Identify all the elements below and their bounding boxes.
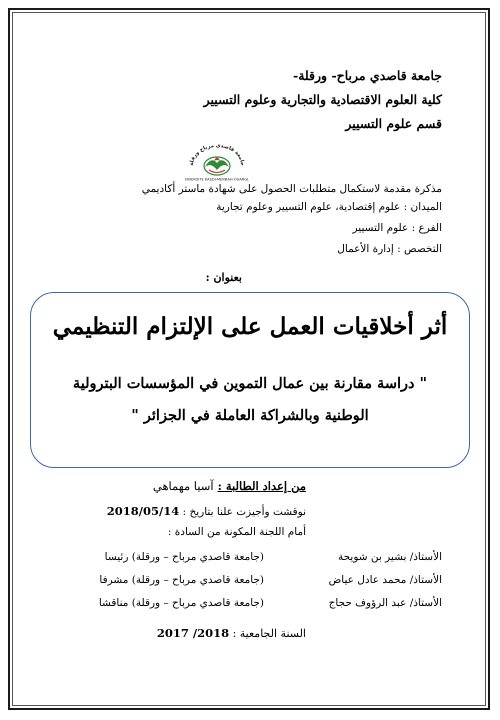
academic-year-value: 2018/ 2017 (156, 626, 230, 640)
thesis-title: أثر أخلاقيات العمل على الإلتزام التنظيمي (52, 313, 448, 340)
university-name: جامعة قاصدي مرباح- ورقلة- (293, 68, 442, 83)
thesis-subtitle-line1: " دراسة مقارنة بين عمال التموين في المؤسسات البترولية (72, 375, 428, 392)
thesis-branch: الفرع : علوم التسيير (352, 222, 442, 234)
academic-year-line (157, 626, 306, 640)
thesis-specialty: التخصص : إدارة الأعمال (337, 243, 442, 255)
author-label: من إعداد الطالبة : (217, 479, 306, 493)
department-name: قسم علوم التسيير (345, 116, 442, 131)
defense-date: 2018/05/14 (106, 504, 180, 518)
logo-latin-text: UNIVERSITE KASDI-MERBAH-OUARGLA (185, 177, 249, 182)
committee-member-2-role: (جامعة قاصدي مرباح – ورقلة) مشرفا (99, 574, 264, 586)
thesis-subtitle-line2: الوطنية وبالشراكة العاملة في الجزائر " (131, 407, 369, 424)
committee-member-1-role: (جامعة قاصدي مرباح – ورقلة) رئيسا (104, 551, 264, 563)
committee-member-2-name: الأستاذ/ محمد عادل عياض (328, 574, 442, 586)
faculty-name: كلية العلوم الاقتصادية والتجارية وعلوم التسيير (203, 92, 442, 107)
title-box (30, 292, 470, 468)
author-line (153, 479, 306, 493)
defense-text: نوقشت وأجيزت علنا بتاريخ : (182, 506, 306, 518)
university-logo (185, 141, 249, 183)
title-label: بعنوان : (205, 271, 242, 284)
logo-arabic-text: جامعة قاصدي مرباح ورقلة (188, 142, 246, 167)
defense-line (107, 504, 306, 518)
committee-member-3-name: الأستاذ/ عبد الرؤوف حجاج (328, 597, 442, 609)
author-name: آسيا مهماهي (152, 479, 214, 493)
committee-label: أمام اللجنة المكونة من السادة : (167, 526, 306, 538)
committee-member-1-name: الأستاذ/ بشير بن شويحة (337, 551, 442, 563)
committee-member-3-role: (جامعة قاصدي مرباح – ورقلة) مناقشا (98, 597, 264, 609)
thesis-field: الميدان : علوم إقتصادية، علوم التسيير وعلوم تجارية (216, 201, 442, 213)
academic-year-label: السنة الجامعية : (232, 627, 306, 640)
thesis-purpose: مذكرة مقدمة لاستكمال متطلبات الحصول على شهادة ماستر أكاديمي (141, 183, 442, 195)
